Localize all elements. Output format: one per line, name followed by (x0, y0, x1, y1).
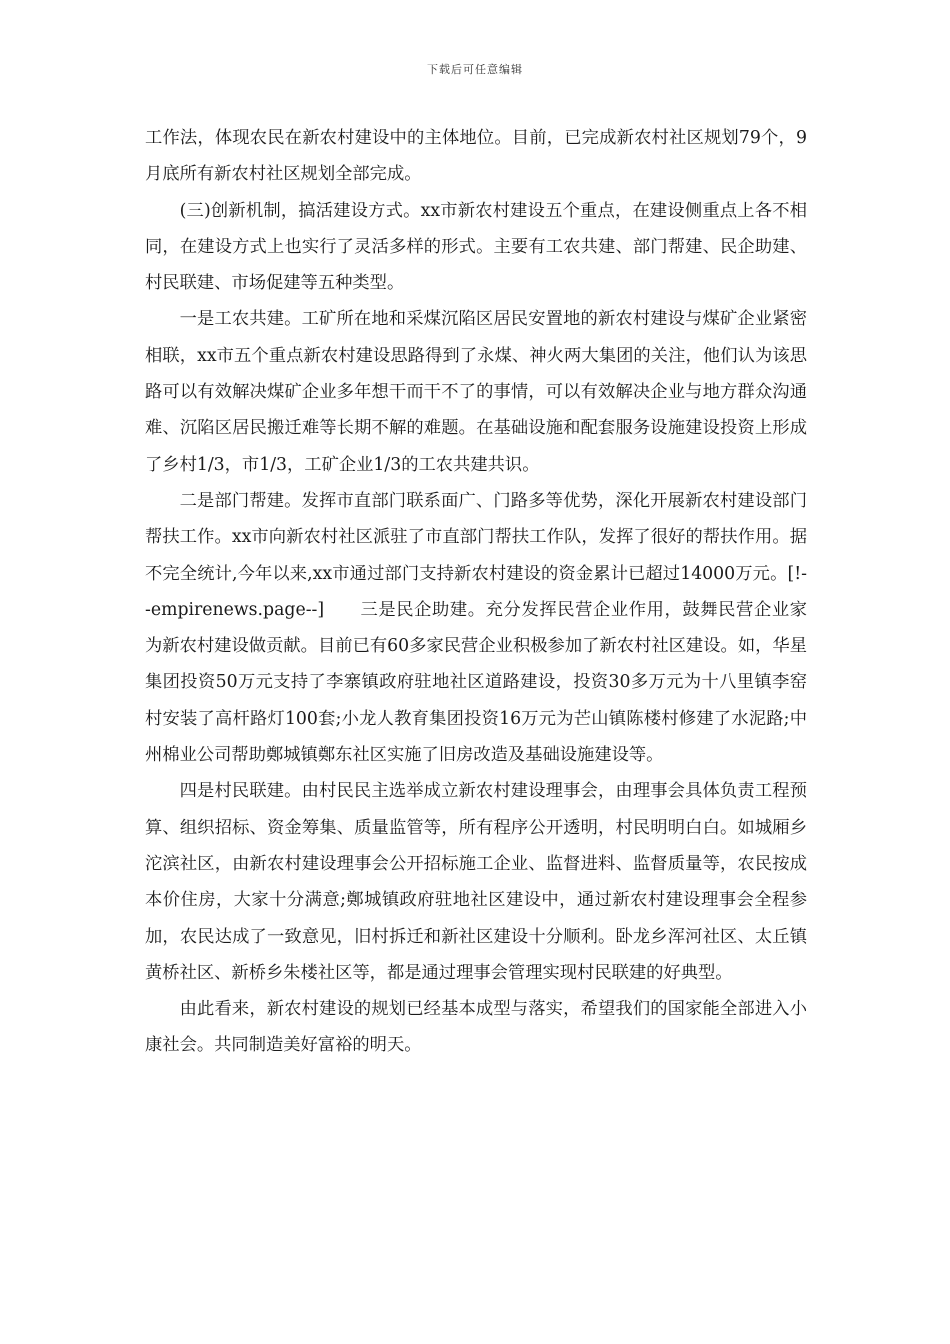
paragraph-villager-joint: 四是村民联建。由村民民主选举成立新农村建设理事会，由理事会具体负责工程预算、组织招标、资金筹集、质量监管等，所有程序公开透明，村民明明白白。如城厢乡沱滨社区，由新农村建设理事会公开招标施工企业、监督进料、监督质量等，农民按成本价住房，大家十分满意;鄭城镇政府驻地社区建设中，通过新农村建设理事会全程参加，农民达成了一致意见，旧村拆迁和新社区建设十分顺利。卧龙乡浑河社区、太丘镇黄桥社区、新桥乡朱楼社区等，都是通过理事会管理实现村民联建的好典型。 (145, 781, 807, 983)
paragraph-department-help: 二是部门帮建。发挥市直部门联系面广、门路多等优势，深化开展新农村建设部门帮扶工作。xx市向新农村社区派驻了市直部门帮扶工作队，发挥了很好的帮扶作用。据不完全统计,今年以来,xx市通过部门支持新农村建设的资金累计已超过14000万元。[!--empirenews.page--] 三是民企助建。充分发挥民营企业作用，鼓舞民营企业家为新农村建设做贡献。目前已有60多家民营企业积极参加了新农村社区建设。如，华星集团投资50万元支持了李寨镇政府驻地社区道路建设，投资30多万元为十八里镇李窑村安装了高杆路灯100套;小龙人教育集团投资16万元为芒山镇陈楼村修建了水泥路;中州棉业公司帮助鄭城镇鄭东社区实施了旧房改造及基础设施建设等。 (145, 490, 807, 766)
paragraph-innovation-mechanism: (三)创新机制，搞活建设方式。xx市新农村建设五个重点，在建设侧重点上各不相同，在建设方式上也实行了灵活多样的形式。主要有工农共建、部门帮建、民企助建、村民联建、市场促建等五种类型。 (145, 200, 807, 294)
paragraph-industry-agriculture: 一是工农共建。工矿所在地和采煤沉陷区居民安置地的新农村建设与煤矿企业紧密相联，xx市五个重点新农村建设思路得到了永煤、神火两大集团的关注，他们认为该思路可以有效解决煤矿企业多年想干而干不了的事情，可以有效解决企业与地方群众沟通难、沉陷区居民搬迁难等长期不解的难题。在基础设施和配套服务设施建设投资上形成了乡村1/3，市1/3，工矿企业1/3的工农共建共识。 (145, 309, 807, 475)
paragraph-continuation: 工作法，体现农民在新农村建设中的主体地位。目前，已完成新农村社区规划79个，9月底所有新农村社区规划全部完成。 (145, 128, 807, 185)
page-header: 下载后可任意编辑 (427, 63, 523, 76)
document-body (145, 120, 807, 1064)
paragraph-conclusion: 由此看来，新农村建设的规划已经基本成型与落实，希望我们的国家能全部进入小康社会。共同制造美好富裕的明天。 (145, 999, 807, 1056)
